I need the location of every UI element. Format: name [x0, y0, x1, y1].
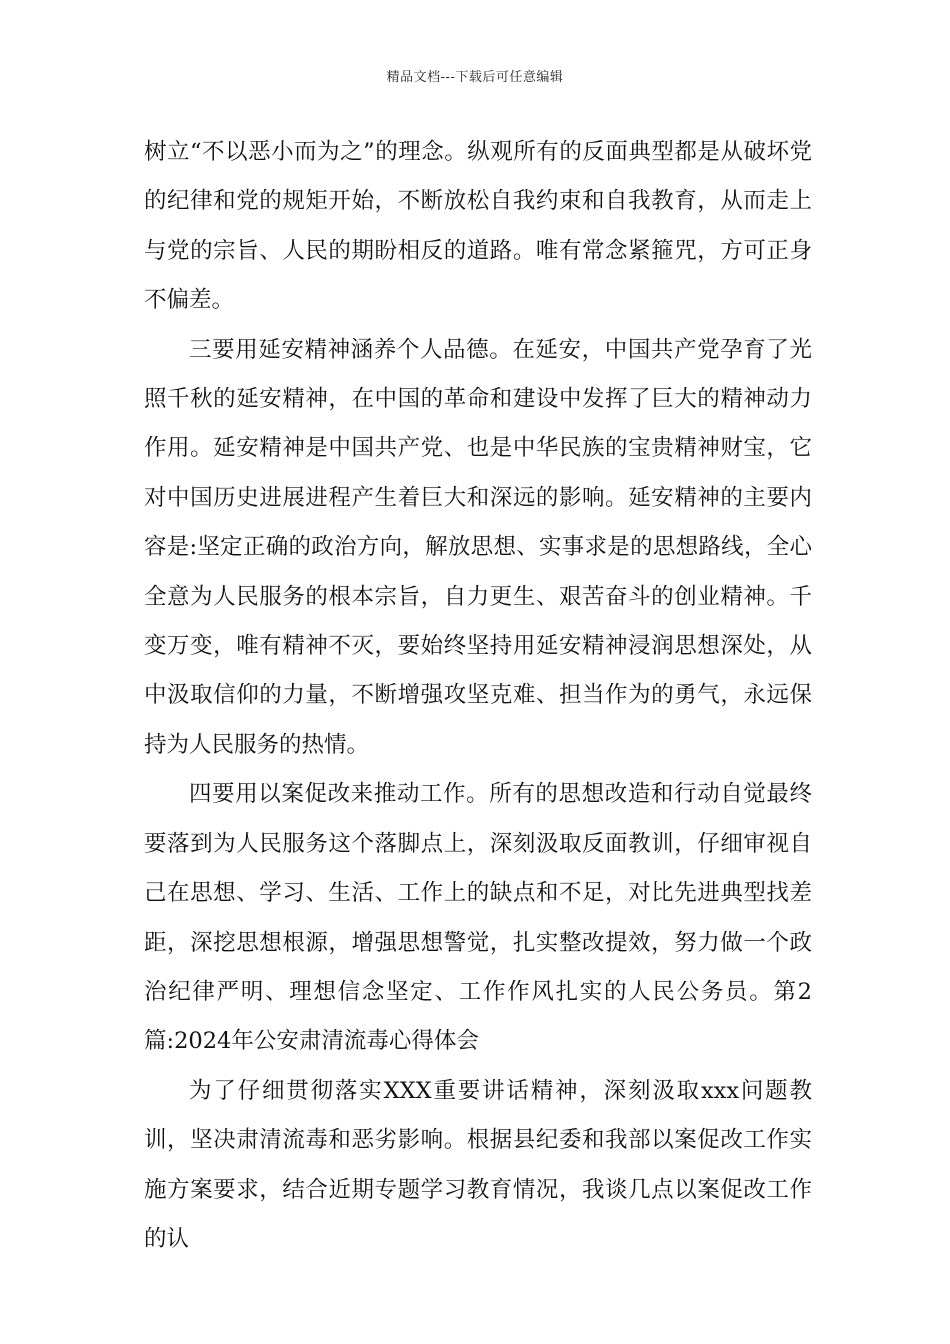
paragraph-3: 四要用以案促改来推动工作。所有的思想改造和行动自觉最终要落到为人民服务这个落脚点上，深刻汲取反面教训，仔细审视自己在思想、学习、生活、工作上的缺点和不足，对比先进典型找差距，深挖思想根源，增强思想警觉，扎实整改提效，努力做一个政治纪律严明、理想信念坚定、工作作风扎实的人民公务员。第2篇:2024年公安肃清流毒心得体会 [144, 781, 812, 1055]
paragraph-1: 树立“不以恶小而为之”的理念。纵观所有的反面典型都是从破坏党的纪律和党的规矩开始，不断放松自我约束和自我教育，从而走上与党的宗旨、人民的期盼相反的道路。唯有常念紧箍咒，方可正身不偏差。 [144, 139, 812, 314]
paragraph-2: 三要用延安精神涵养个人品德。在延安，中国共产党孕育了光照千秋的延安精神，在中国的革命和建设中发挥了巨大的精神动力作用。延安精神是中国共产党、也是中华民族的宝贵精神财宝，它对中国历史进展进程产生着巨大和深远的影响。延安精神的主要内容是:坚定正确的政治方向，解放思想、实事求是的思想路线，全心全意为人民服务的根本宗旨，自力更生、艰苦奋斗的创业精神。千变万变，唯有精神不灭，要始终坚持用延安精神浸润思想深处，从中汲取信仰的力量，不断增强攻坚克难、担当作为的勇气，永远保持为人民服务的热情。 [144, 336, 812, 758]
page-header: 精品文档---下载后可任意编辑 [386, 70, 564, 85]
document-body [144, 128, 812, 1264]
paragraph-4: 为了仔细贯彻落实XXX重要讲话精神，深刻汲取xxx问题教训，坚决肃清流毒和恶劣影响。根据县纪委和我部以案促改工作实施方案要求，结合近期专题学习教育情况，我谈几点以案促改工作的认 [144, 1077, 812, 1252]
